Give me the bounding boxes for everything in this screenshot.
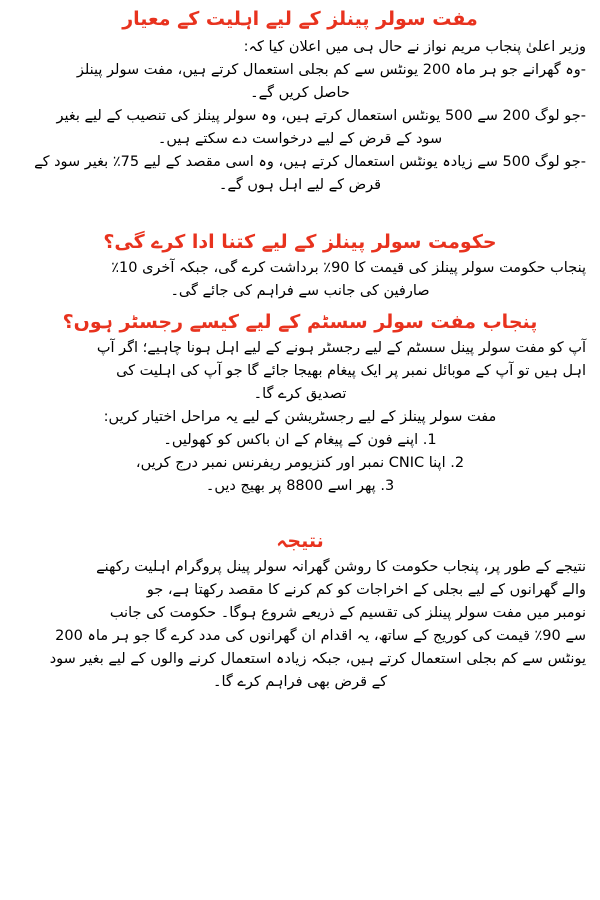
government-share-section	[14, 257, 586, 303]
eligibility-section	[14, 36, 586, 197]
conclusion-line: کے قرض بھی فراہم کرے گا۔	[212, 674, 388, 690]
government-share-heading: حکومت سولر پینلز کے لیے کتنا ادا کرے گی؟	[103, 231, 497, 253]
eligibility-line: حاصل کریں گے۔	[250, 85, 350, 101]
registration-line: اہل ہیں تو آپ کے موبائل نمبر پر ایک پیغام بھیجا جائے گا جو آپ کی اہلیت کی	[116, 363, 586, 379]
eligibility-intro-line: وزیر اعلیٰ پنجاب مریم نواز نے حال ہی میں اعلان کیا کہ:	[243, 39, 586, 55]
conclusion-heading: نتیجہ	[276, 530, 324, 552]
registration-step-3: 3. پھر اسے 8800 پر بھیج دیں۔	[205, 478, 395, 494]
registration-section	[14, 337, 586, 498]
conclusion-line: یونٹس سے کم بجلی استعمال کرتے ہیں، جبکہ زیادہ استعمال کرنے والوں کے لیے بغیر سود	[49, 651, 586, 667]
registration-steps-list	[14, 429, 586, 498]
eligibility-line: قرض کے لیے اہل ہوں گے۔	[218, 177, 382, 193]
eligibility-line: سود کے قرض کے لیے درخواست دے سکتے ہیں۔	[157, 131, 443, 147]
eligibility-heading: مفت سولر پینلز کے لیے اہلیت کے معیار	[122, 8, 478, 30]
conclusion-section	[14, 556, 586, 694]
conclusion-line: نومبر میں مفت سولر پینلز کی تقسیم کے ذریعے شروع ہوگا۔ حکومت کی جانب	[109, 605, 586, 621]
registration-heading: پنجاب مفت سولر سسٹم کے لیے کیسے رجسٹر ہوں؟	[62, 311, 538, 333]
government-share-line: پنجاب حکومت سولر پینلز کی قیمت کا 90٪ برداشت کرے گی، جبکہ آخری 10٪	[111, 260, 586, 276]
registration-step-2: 2. اپنا CNIC نمبر اور کنزیومر ریفرنس نمبر درج کریں،	[135, 455, 465, 471]
eligibility-line: -وہ گھرانے جو ہر ماہ 200 یونٹس سے کم بجلی استعمال کرتے ہیں، مفت سولر پینلز	[76, 62, 586, 78]
registration-line: تصدیق کرے گا۔	[253, 386, 347, 402]
government-share-line: صارفین کی جانب سے فراہم کی جائے گی۔	[170, 283, 430, 299]
eligibility-line: -جو لوگ 200 سے 500 یونٹس استعمال کرتے ہیں، وہ سولر پینلز کی تنصیب کے لیے بغیر	[56, 108, 586, 124]
conclusion-line: سے 90٪ قیمت کی کوریج کے ساتھ، یہ اقدام ان گھرانوں کی مدد کرے گا جو ہر ماہ 200	[55, 628, 586, 644]
conclusion-line: نتیجے کے طور پر، پنجاب حکومت کا روشن گھرانہ سولر پینل پروگرام اہلیت رکھنے	[96, 559, 586, 575]
registration-line: آپ کو مفت سولر پینل سسٹم کے لیے رجسٹر ہونے کے لیے اہل ہونا چاہیے؛ اگر آپ	[96, 340, 586, 356]
eligibility-line: -جو لوگ 500 سے زیادہ یونٹس استعمال کرتے ہیں، وہ اسی مقصد کے لیے 75٪ بغیر سود کے	[34, 154, 586, 170]
registration-step-1: 1. اپنے فون کے پیغام کے ان باکس کو کھولیں۔	[163, 432, 437, 448]
conclusion-line: والے گھرانوں کے لیے بجلی کے اخراجات کو کم کرنے کا مقصد رکھتا ہے، جو	[146, 582, 586, 598]
registration-steps-intro: مفت سولر پینلز کے لیے رجسٹریشن کے لیے یہ مراحل اختیار کریں:	[103, 409, 497, 425]
